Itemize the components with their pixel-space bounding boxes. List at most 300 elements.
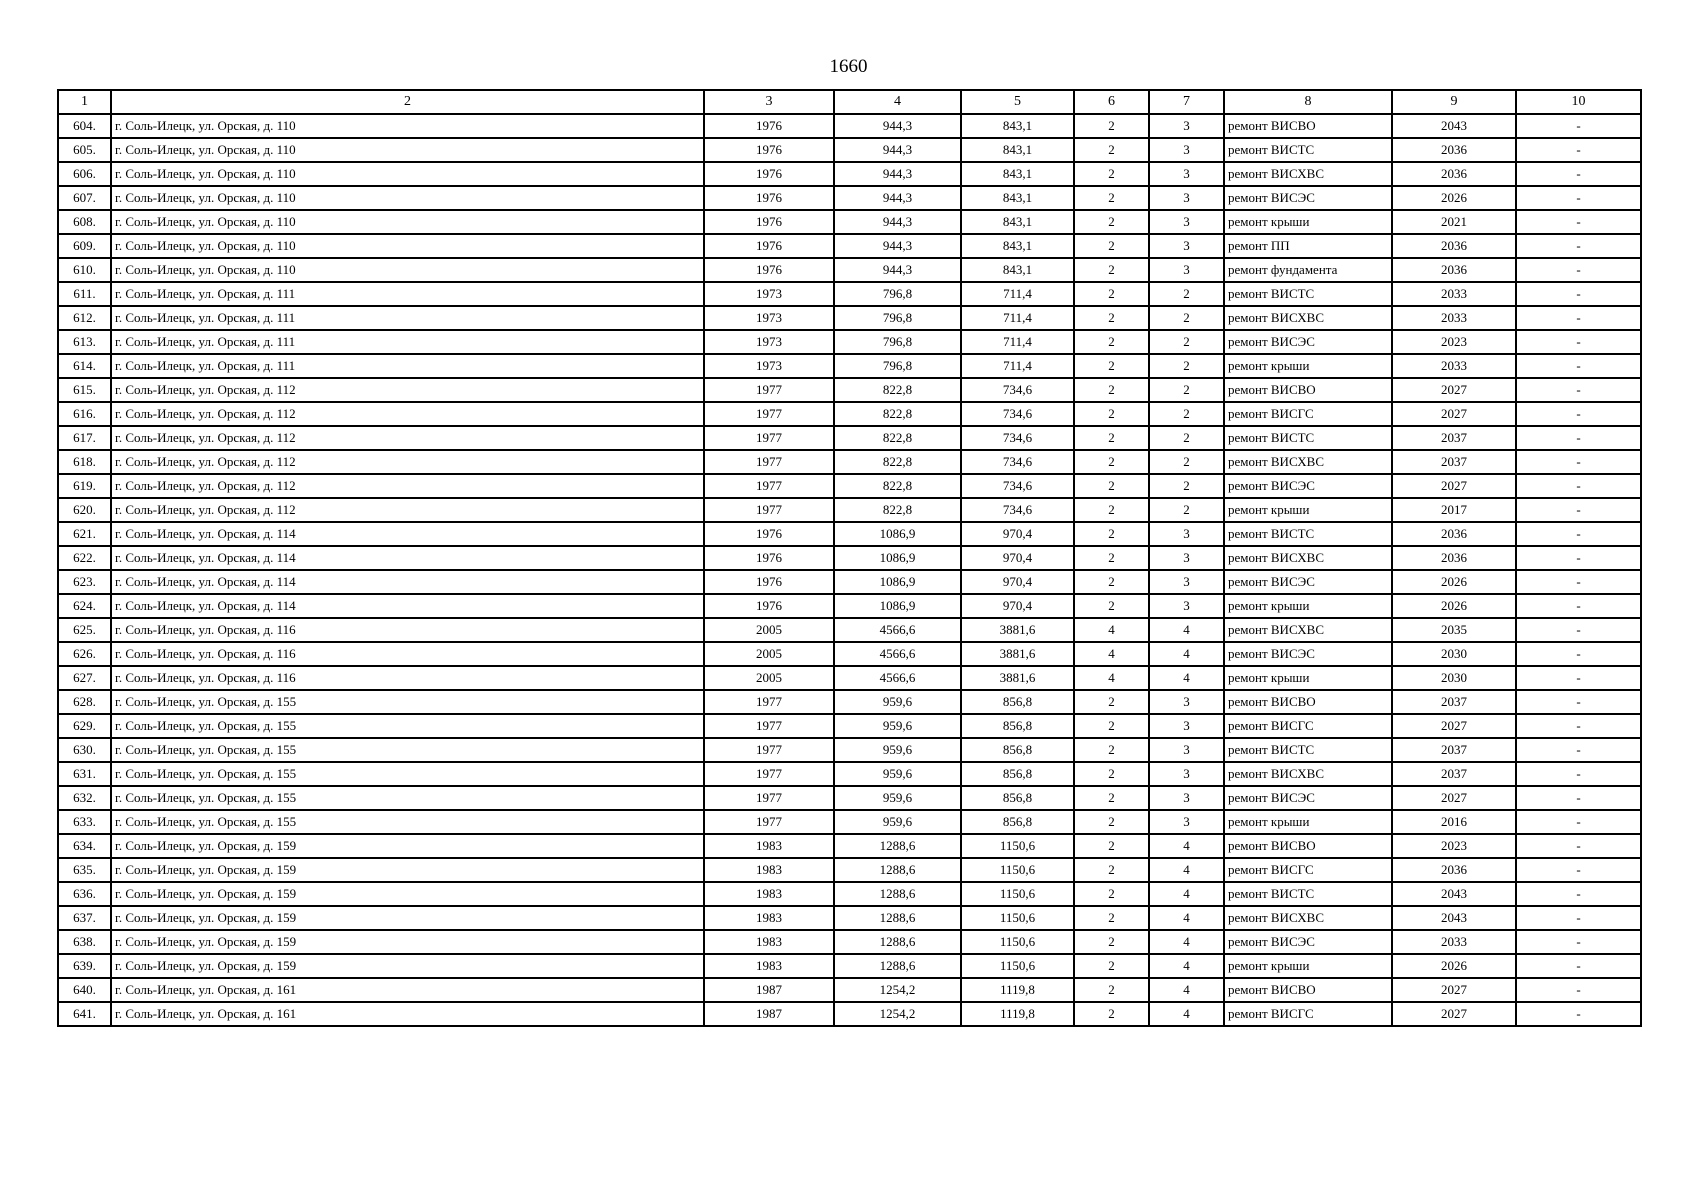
- work-type-cell: ремонт ВИСВО: [1224, 978, 1392, 1002]
- total-area-cell: 1086,9: [834, 522, 961, 546]
- row-number-cell: 604.: [58, 114, 111, 138]
- living-area-cell: 1150,6: [961, 858, 1074, 882]
- table-row: [58, 834, 1641, 858]
- planned-year-cell: 2026: [1392, 186, 1516, 210]
- note-cell: -: [1516, 498, 1641, 522]
- row-number-cell: 632.: [58, 786, 111, 810]
- floors-cell: 2: [1074, 426, 1149, 450]
- total-area-cell: 944,3: [834, 210, 961, 234]
- entrances-cell: 4: [1149, 858, 1224, 882]
- living-area-cell: 843,1: [961, 186, 1074, 210]
- year-built-cell: 2005: [704, 618, 834, 642]
- entrances-cell: 3: [1149, 210, 1224, 234]
- address-cell: г. Соль-Илецк, ул. Орская, д. 112: [111, 378, 704, 402]
- note-cell: -: [1516, 714, 1641, 738]
- work-type-cell: ремонт ПП: [1224, 234, 1392, 258]
- work-type-cell: ремонт крыши: [1224, 810, 1392, 834]
- planned-year-cell: 2026: [1392, 954, 1516, 978]
- address-cell: г. Соль-Илецк, ул. Орская, д. 159: [111, 930, 704, 954]
- address-cell: г. Соль-Илецк, ул. Орская, д. 155: [111, 810, 704, 834]
- row-number-cell: 608.: [58, 210, 111, 234]
- address-cell: г. Соль-Илецк, ул. Орская, д. 110: [111, 234, 704, 258]
- year-built-cell: 1976: [704, 114, 834, 138]
- living-area-cell: 843,1: [961, 258, 1074, 282]
- planned-year-cell: 2017: [1392, 498, 1516, 522]
- table-row: [58, 738, 1641, 762]
- planned-year-cell: 2036: [1392, 234, 1516, 258]
- row-number-cell: 637.: [58, 906, 111, 930]
- work-type-cell: ремонт крыши: [1224, 210, 1392, 234]
- table-row: [58, 234, 1641, 258]
- living-area-cell: 856,8: [961, 714, 1074, 738]
- year-built-cell: 1976: [704, 138, 834, 162]
- total-area-cell: 1288,6: [834, 954, 961, 978]
- note-cell: -: [1516, 618, 1641, 642]
- floors-cell: 2: [1074, 546, 1149, 570]
- table-row: [58, 642, 1641, 666]
- planned-year-cell: 2027: [1392, 378, 1516, 402]
- note-cell: -: [1516, 234, 1641, 258]
- address-cell: г. Соль-Илецк, ул. Орская, д. 155: [111, 738, 704, 762]
- table-row: [58, 810, 1641, 834]
- column-header-3: 3: [704, 90, 834, 114]
- address-cell: г. Соль-Илецк, ул. Орская, д. 112: [111, 450, 704, 474]
- address-cell: г. Соль-Илецк, ул. Орская, д. 155: [111, 786, 704, 810]
- total-area-cell: 796,8: [834, 354, 961, 378]
- year-built-cell: 1977: [704, 810, 834, 834]
- floors-cell: 2: [1074, 114, 1149, 138]
- note-cell: -: [1516, 810, 1641, 834]
- living-area-cell: 1150,6: [961, 834, 1074, 858]
- address-cell: г. Соль-Илецк, ул. Орская, д. 110: [111, 210, 704, 234]
- total-area-cell: 822,8: [834, 474, 961, 498]
- year-built-cell: 1977: [704, 738, 834, 762]
- table-row: [58, 282, 1641, 306]
- year-built-cell: 1977: [704, 450, 834, 474]
- note-cell: -: [1516, 282, 1641, 306]
- year-built-cell: 1977: [704, 378, 834, 402]
- entrances-cell: 3: [1149, 114, 1224, 138]
- planned-year-cell: 2033: [1392, 282, 1516, 306]
- row-number-cell: 627.: [58, 666, 111, 690]
- entrances-cell: 3: [1149, 138, 1224, 162]
- table-row: [58, 258, 1641, 282]
- address-cell: г. Соль-Илецк, ул. Орская, д. 112: [111, 474, 704, 498]
- total-area-cell: 944,3: [834, 234, 961, 258]
- table-row: [58, 954, 1641, 978]
- floors-cell: 2: [1074, 330, 1149, 354]
- work-type-cell: ремонт ВИСХВС: [1224, 762, 1392, 786]
- year-built-cell: 1977: [704, 498, 834, 522]
- total-area-cell: 822,8: [834, 402, 961, 426]
- living-area-cell: 734,6: [961, 498, 1074, 522]
- planned-year-cell: 2033: [1392, 306, 1516, 330]
- planned-year-cell: 2036: [1392, 522, 1516, 546]
- living-area-cell: 734,6: [961, 450, 1074, 474]
- living-area-cell: 843,1: [961, 162, 1074, 186]
- floors-cell: 2: [1074, 762, 1149, 786]
- total-area-cell: 1288,6: [834, 882, 961, 906]
- year-built-cell: 1976: [704, 210, 834, 234]
- work-type-cell: ремонт ВИСЭС: [1224, 786, 1392, 810]
- row-number-cell: 622.: [58, 546, 111, 570]
- address-cell: г. Соль-Илецк, ул. Орская, д. 116: [111, 666, 704, 690]
- column-header-4: 4: [834, 90, 961, 114]
- row-number-cell: 638.: [58, 930, 111, 954]
- table-row: [58, 786, 1641, 810]
- address-cell: г. Соль-Илецк, ул. Орская, д. 161: [111, 1002, 704, 1026]
- planned-year-cell: 2021: [1392, 210, 1516, 234]
- entrances-cell: 4: [1149, 834, 1224, 858]
- address-cell: г. Соль-Илецк, ул. Орская, д. 110: [111, 258, 704, 282]
- work-type-cell: ремонт крыши: [1224, 666, 1392, 690]
- year-built-cell: 1976: [704, 186, 834, 210]
- note-cell: -: [1516, 858, 1641, 882]
- year-built-cell: 1983: [704, 954, 834, 978]
- work-type-cell: ремонт ВИСХВС: [1224, 906, 1392, 930]
- floors-cell: 2: [1074, 258, 1149, 282]
- total-area-cell: 822,8: [834, 426, 961, 450]
- repair-schedule-table: [57, 89, 1642, 1027]
- entrances-cell: 4: [1149, 954, 1224, 978]
- table-row: [58, 138, 1641, 162]
- table-row: [58, 882, 1641, 906]
- note-cell: -: [1516, 930, 1641, 954]
- floors-cell: 2: [1074, 450, 1149, 474]
- entrances-cell: 3: [1149, 714, 1224, 738]
- address-cell: г. Соль-Илецк, ул. Орская, д. 161: [111, 978, 704, 1002]
- planned-year-cell: 2027: [1392, 714, 1516, 738]
- planned-year-cell: 2027: [1392, 1002, 1516, 1026]
- address-cell: г. Соль-Илецк, ул. Орская, д. 116: [111, 618, 704, 642]
- column-header-6: 6: [1074, 90, 1149, 114]
- address-cell: г. Соль-Илецк, ул. Орская, д. 159: [111, 834, 704, 858]
- living-area-cell: 843,1: [961, 210, 1074, 234]
- floors-cell: 2: [1074, 834, 1149, 858]
- note-cell: -: [1516, 1002, 1641, 1026]
- living-area-cell: 1150,6: [961, 930, 1074, 954]
- note-cell: -: [1516, 402, 1641, 426]
- year-built-cell: 1977: [704, 474, 834, 498]
- row-number-cell: 616.: [58, 402, 111, 426]
- total-area-cell: 796,8: [834, 330, 961, 354]
- living-area-cell: 970,4: [961, 546, 1074, 570]
- floors-cell: 2: [1074, 690, 1149, 714]
- work-type-cell: ремонт крыши: [1224, 954, 1392, 978]
- living-area-cell: 711,4: [961, 354, 1074, 378]
- year-built-cell: 1983: [704, 906, 834, 930]
- note-cell: -: [1516, 690, 1641, 714]
- total-area-cell: 822,8: [834, 378, 961, 402]
- work-type-cell: ремонт ВИСТС: [1224, 882, 1392, 906]
- note-cell: -: [1516, 210, 1641, 234]
- total-area-cell: 1086,9: [834, 546, 961, 570]
- table-row: [58, 498, 1641, 522]
- work-type-cell: ремонт ВИСХВС: [1224, 306, 1392, 330]
- total-area-cell: 944,3: [834, 114, 961, 138]
- address-cell: г. Соль-Илецк, ул. Орская, д. 110: [111, 186, 704, 210]
- work-type-cell: ремонт ВИСХВС: [1224, 162, 1392, 186]
- planned-year-cell: 2037: [1392, 690, 1516, 714]
- planned-year-cell: 2027: [1392, 978, 1516, 1002]
- work-type-cell: ремонт ВИСХВС: [1224, 450, 1392, 474]
- planned-year-cell: 2037: [1392, 738, 1516, 762]
- living-area-cell: 856,8: [961, 810, 1074, 834]
- entrances-cell: 4: [1149, 906, 1224, 930]
- work-type-cell: ремонт ВИСХВС: [1224, 546, 1392, 570]
- living-area-cell: 734,6: [961, 474, 1074, 498]
- year-built-cell: 1976: [704, 258, 834, 282]
- entrances-cell: 3: [1149, 234, 1224, 258]
- planned-year-cell: 2023: [1392, 834, 1516, 858]
- planned-year-cell: 2036: [1392, 858, 1516, 882]
- table-row: [58, 354, 1641, 378]
- entrances-cell: 2: [1149, 306, 1224, 330]
- entrances-cell: 3: [1149, 546, 1224, 570]
- row-number-cell: 620.: [58, 498, 111, 522]
- column-header-1: 1: [58, 90, 111, 114]
- year-built-cell: 1973: [704, 354, 834, 378]
- planned-year-cell: 2036: [1392, 162, 1516, 186]
- year-built-cell: 1976: [704, 546, 834, 570]
- planned-year-cell: 2035: [1392, 618, 1516, 642]
- note-cell: -: [1516, 834, 1641, 858]
- living-area-cell: 856,8: [961, 690, 1074, 714]
- work-type-cell: ремонт ВИСВО: [1224, 834, 1392, 858]
- column-header-10: 10: [1516, 90, 1641, 114]
- note-cell: -: [1516, 642, 1641, 666]
- note-cell: -: [1516, 474, 1641, 498]
- entrances-cell: 2: [1149, 426, 1224, 450]
- address-cell: г. Соль-Илецк, ул. Орская, д. 159: [111, 882, 704, 906]
- planned-year-cell: 2027: [1392, 786, 1516, 810]
- row-number-cell: 630.: [58, 738, 111, 762]
- entrances-cell: 3: [1149, 570, 1224, 594]
- entrances-cell: 3: [1149, 762, 1224, 786]
- address-cell: г. Соль-Илецк, ул. Орская, д. 114: [111, 570, 704, 594]
- entrances-cell: 2: [1149, 498, 1224, 522]
- floors-cell: 2: [1074, 858, 1149, 882]
- table-row: [58, 618, 1641, 642]
- note-cell: -: [1516, 330, 1641, 354]
- year-built-cell: 1976: [704, 162, 834, 186]
- floors-cell: 2: [1074, 378, 1149, 402]
- address-cell: г. Соль-Илецк, ул. Орская, д. 112: [111, 426, 704, 450]
- table-row: [58, 546, 1641, 570]
- row-number-cell: 606.: [58, 162, 111, 186]
- year-built-cell: 1987: [704, 1002, 834, 1026]
- year-built-cell: 1977: [704, 714, 834, 738]
- planned-year-cell: 2030: [1392, 642, 1516, 666]
- table-row: [58, 426, 1641, 450]
- living-area-cell: 856,8: [961, 762, 1074, 786]
- floors-cell: 2: [1074, 714, 1149, 738]
- entrances-cell: 4: [1149, 666, 1224, 690]
- total-area-cell: 944,3: [834, 186, 961, 210]
- floors-cell: 2: [1074, 522, 1149, 546]
- work-type-cell: ремонт крыши: [1224, 594, 1392, 618]
- living-area-cell: 734,6: [961, 378, 1074, 402]
- address-cell: г. Соль-Илецк, ул. Орская, д. 155: [111, 714, 704, 738]
- entrances-cell: 3: [1149, 186, 1224, 210]
- entrances-cell: 3: [1149, 690, 1224, 714]
- year-built-cell: 1977: [704, 690, 834, 714]
- address-cell: г. Соль-Илецк, ул. Орская, д. 110: [111, 114, 704, 138]
- note-cell: -: [1516, 762, 1641, 786]
- table-row: [58, 306, 1641, 330]
- table-row: [58, 858, 1641, 882]
- table-row: [58, 330, 1641, 354]
- planned-year-cell: 2037: [1392, 762, 1516, 786]
- note-cell: -: [1516, 954, 1641, 978]
- note-cell: -: [1516, 666, 1641, 690]
- planned-year-cell: 2036: [1392, 546, 1516, 570]
- table-row: [58, 474, 1641, 498]
- planned-year-cell: 2033: [1392, 930, 1516, 954]
- note-cell: -: [1516, 978, 1641, 1002]
- entrances-cell: 2: [1149, 354, 1224, 378]
- note-cell: -: [1516, 738, 1641, 762]
- entrances-cell: 3: [1149, 594, 1224, 618]
- row-number-cell: 625.: [58, 618, 111, 642]
- living-area-cell: 3881,6: [961, 666, 1074, 690]
- floors-cell: 2: [1074, 474, 1149, 498]
- floors-cell: 2: [1074, 570, 1149, 594]
- floors-cell: 2: [1074, 882, 1149, 906]
- total-area-cell: 1288,6: [834, 930, 961, 954]
- planned-year-cell: 2037: [1392, 426, 1516, 450]
- year-built-cell: 1983: [704, 882, 834, 906]
- address-cell: г. Соль-Илецк, ул. Орская, д. 110: [111, 138, 704, 162]
- planned-year-cell: 2043: [1392, 882, 1516, 906]
- work-type-cell: ремонт ВИСТС: [1224, 282, 1392, 306]
- planned-year-cell: 2023: [1392, 330, 1516, 354]
- living-area-cell: 711,4: [961, 330, 1074, 354]
- work-type-cell: ремонт крыши: [1224, 498, 1392, 522]
- row-number-cell: 613.: [58, 330, 111, 354]
- address-cell: г. Соль-Илецк, ул. Орская, д. 111: [111, 282, 704, 306]
- note-cell: -: [1516, 378, 1641, 402]
- planned-year-cell: 2043: [1392, 114, 1516, 138]
- work-type-cell: ремонт ВИСВО: [1224, 114, 1392, 138]
- work-type-cell: ремонт ВИСГС: [1224, 1002, 1392, 1026]
- work-type-cell: ремонт ВИСЭС: [1224, 330, 1392, 354]
- living-area-cell: 843,1: [961, 234, 1074, 258]
- address-cell: г. Соль-Илецк, ул. Орская, д. 159: [111, 858, 704, 882]
- entrances-cell: 2: [1149, 450, 1224, 474]
- table-row: [58, 1002, 1641, 1026]
- living-area-cell: 1150,6: [961, 906, 1074, 930]
- row-number-cell: 612.: [58, 306, 111, 330]
- total-area-cell: 959,6: [834, 690, 961, 714]
- table-row: [58, 210, 1641, 234]
- address-cell: г. Соль-Илецк, ул. Орская, д. 111: [111, 354, 704, 378]
- table-row: [58, 186, 1641, 210]
- work-type-cell: ремонт ВИСТС: [1224, 138, 1392, 162]
- entrances-cell: 4: [1149, 882, 1224, 906]
- living-area-cell: 970,4: [961, 594, 1074, 618]
- entrances-cell: 4: [1149, 642, 1224, 666]
- row-number-cell: 634.: [58, 834, 111, 858]
- total-area-cell: 1288,6: [834, 906, 961, 930]
- floors-cell: 2: [1074, 402, 1149, 426]
- floors-cell: 2: [1074, 594, 1149, 618]
- row-number-cell: 607.: [58, 186, 111, 210]
- planned-year-cell: 2037: [1392, 450, 1516, 474]
- living-area-cell: 734,6: [961, 402, 1074, 426]
- work-type-cell: ремонт ВИСЭС: [1224, 570, 1392, 594]
- column-header-9: 9: [1392, 90, 1516, 114]
- address-cell: г. Соль-Илецк, ул. Орская, д. 116: [111, 642, 704, 666]
- row-number-cell: 624.: [58, 594, 111, 618]
- total-area-cell: 1288,6: [834, 834, 961, 858]
- row-number-cell: 628.: [58, 690, 111, 714]
- work-type-cell: ремонт ВИСЭС: [1224, 642, 1392, 666]
- living-area-cell: 843,1: [961, 138, 1074, 162]
- row-number-cell: 611.: [58, 282, 111, 306]
- address-cell: г. Соль-Илецк, ул. Орская, д. 112: [111, 498, 704, 522]
- total-area-cell: 959,6: [834, 762, 961, 786]
- page-number: 1660: [829, 56, 868, 77]
- note-cell: -: [1516, 426, 1641, 450]
- entrances-cell: 3: [1149, 162, 1224, 186]
- row-number-cell: 623.: [58, 570, 111, 594]
- address-cell: г. Соль-Илецк, ул. Орская, д. 159: [111, 954, 704, 978]
- entrances-cell: 4: [1149, 1002, 1224, 1026]
- entrances-cell: 3: [1149, 810, 1224, 834]
- floors-cell: 2: [1074, 354, 1149, 378]
- row-number-cell: 609.: [58, 234, 111, 258]
- work-type-cell: ремонт ВИСЭС: [1224, 930, 1392, 954]
- living-area-cell: 711,4: [961, 282, 1074, 306]
- planned-year-cell: 2026: [1392, 570, 1516, 594]
- table-row: [58, 378, 1641, 402]
- total-area-cell: 959,6: [834, 738, 961, 762]
- entrances-cell: 2: [1149, 330, 1224, 354]
- note-cell: -: [1516, 450, 1641, 474]
- total-area-cell: 4566,6: [834, 618, 961, 642]
- floors-cell: 2: [1074, 186, 1149, 210]
- total-area-cell: 944,3: [834, 138, 961, 162]
- total-area-cell: 959,6: [834, 810, 961, 834]
- row-number-cell: 621.: [58, 522, 111, 546]
- table-row: [58, 906, 1641, 930]
- living-area-cell: 1119,8: [961, 1002, 1074, 1026]
- floors-cell: 4: [1074, 666, 1149, 690]
- floors-cell: 4: [1074, 618, 1149, 642]
- entrances-cell: 2: [1149, 282, 1224, 306]
- entrances-cell: 4: [1149, 930, 1224, 954]
- total-area-cell: 1288,6: [834, 858, 961, 882]
- note-cell: -: [1516, 258, 1641, 282]
- entrances-cell: 3: [1149, 258, 1224, 282]
- total-area-cell: 1086,9: [834, 570, 961, 594]
- work-type-cell: ремонт ВИСГС: [1224, 858, 1392, 882]
- table-body: [58, 90, 1641, 1026]
- row-number-cell: 618.: [58, 450, 111, 474]
- planned-year-cell: 2033: [1392, 354, 1516, 378]
- note-cell: -: [1516, 522, 1641, 546]
- column-header-2: 2: [111, 90, 704, 114]
- year-built-cell: 1983: [704, 834, 834, 858]
- row-number-cell: 639.: [58, 954, 111, 978]
- entrances-cell: 3: [1149, 786, 1224, 810]
- table-row: [58, 666, 1641, 690]
- row-number-cell: 640.: [58, 978, 111, 1002]
- floors-cell: 2: [1074, 234, 1149, 258]
- year-built-cell: 1987: [704, 978, 834, 1002]
- note-cell: -: [1516, 570, 1641, 594]
